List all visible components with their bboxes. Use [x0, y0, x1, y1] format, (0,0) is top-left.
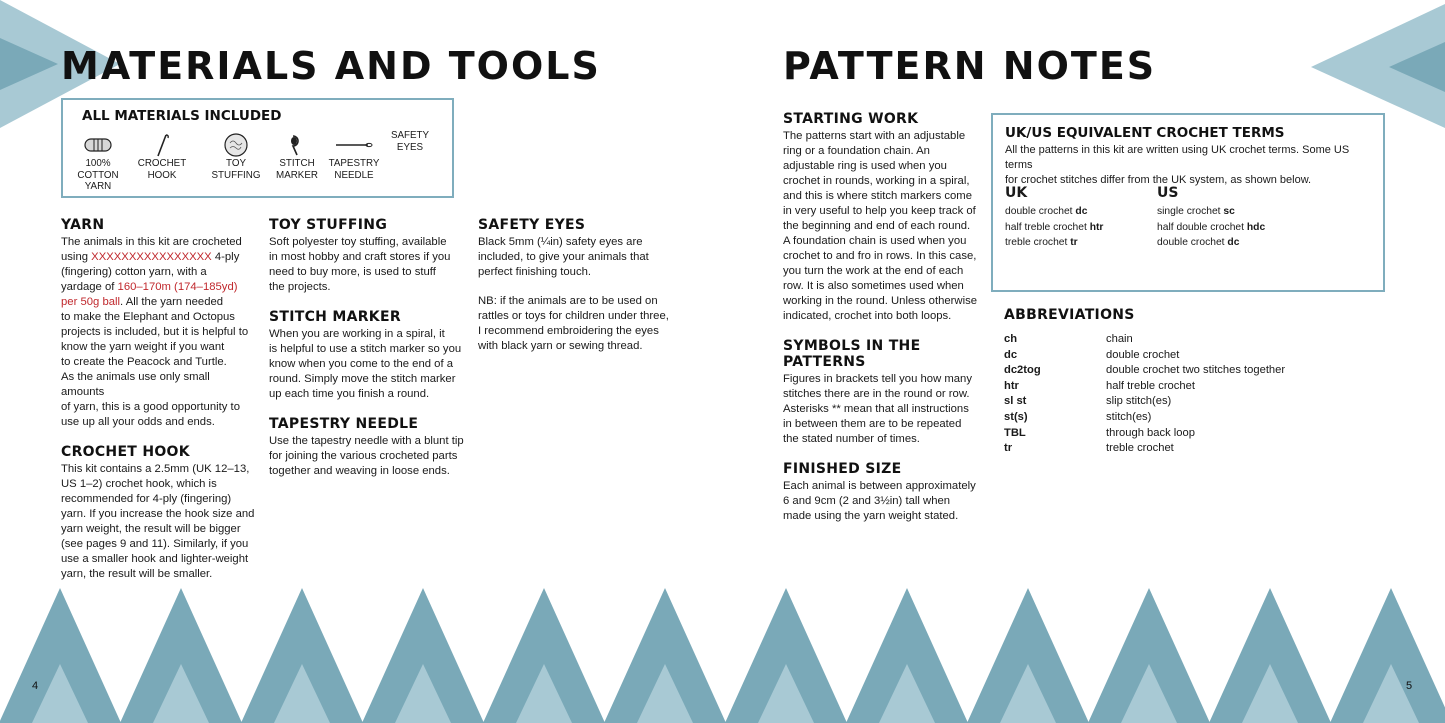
material-label: TAPESTRY NEEDLE: [328, 158, 380, 181]
abbreviations-section: [1004, 307, 1324, 467]
heading-toy-stuffing: TOY STUFFING: [269, 217, 388, 233]
abbreviation-row: ch chain: [1004, 333, 1133, 345]
heading-crochet-hook: CROCHET HOOK: [61, 444, 190, 460]
section-toy-stuffing: [269, 217, 469, 295]
symbols-text: Figures in brackets tell you how many stitches there are in the round or row. Asterisks ** mean that all instructions in between them are to be repeated the stated number of times.: [783, 373, 972, 445]
page-title-pattern-notes: PATTERN NOTES: [783, 44, 1157, 88]
tapestry-needle-icon: [322, 132, 386, 158]
us-heading: US: [1157, 185, 1179, 201]
us-term: single crochet sc: [1157, 206, 1235, 217]
us-term: double crochet dc: [1157, 237, 1240, 248]
column-4: [783, 111, 983, 538]
crochet-hook-text: This kit contains a 2.5mm (UK 12–13, US 1–2) crochet hook, which is recommended for 4-ply (fingering) yarn. If you increase the hook size and yarn weight, the result will be bigger (see pages 9 and 11). Similarly, if you use a smaller hook and lighter-weight yarn, the result will be smaller.: [61, 463, 255, 580]
heading-tapestry-needle: TAPESTRY NEEDLE: [269, 416, 419, 432]
material-label: SAFETY EYES: [390, 130, 430, 153]
tapestry-needle-text: Use the tapestry needle with a blunt tip for joining the various crocheted parts together and weaving in loose ends.: [269, 435, 464, 477]
section-finished-size: [783, 461, 983, 524]
yarn-text: The animals in this kit are crocheted using XXXXXXXXXXXXXXXX 4-ply (fingering) cotton yarn, with a yardage of 160–170m (174–185yd) per 50g ball. All the yarn needed to make the Elephant and Octopus projects is included, but it is helpful to know the yarn weight if you want to create the Peacock and Turtle. As the animals use only small amounts of yarn, this is a good opportunity to use up all your odds and ends.: [61, 236, 249, 428]
material-hook: [130, 132, 194, 181]
material-stuffing: [204, 132, 268, 181]
material-label: STITCH MARKER: [276, 158, 318, 181]
abbreviation-row: st(s) stitch(es): [1004, 411, 1152, 423]
page-title-materials: MATERIALS AND TOOLS: [61, 44, 601, 88]
column-2: [269, 217, 469, 493]
page-number-right: 5: [1406, 680, 1413, 692]
uk-us-terms-box: [991, 113, 1385, 292]
section-starting-work: [783, 111, 983, 324]
starting-work-text: The patterns start with an adjustable ring or a foundation chain. An adjustable ring is used when you crochet in rounds, working in a spiral, and this is where stitch markers come in very useful to help you keep track of the beginning and end of each round. A foundation chain is used when you crochet to and fro in rows. In this case, you turn the work at the end of each row. It is also sometimes used when working in the round. Unless otherwise indicated, crochet into both loops.: [783, 130, 978, 322]
heading-starting-work: STARTING WORK: [783, 111, 919, 127]
materials-box-heading: ALL MATERIALS INCLUDED: [82, 108, 282, 124]
heading-abbreviations: ABBREVIATIONS: [1004, 307, 1135, 323]
material-label: 100% COTTON YARN: [77, 158, 119, 192]
uk-us-intro: All the patterns in this kit are written using UK crochet terms. Some US terms for crochet stitches differ from the UK system, as shown below.: [1005, 144, 1350, 186]
safety-eyes-note: NB: if the animals are to be used on rattles or toys for children under three, I recommend embroidering the eyes with black yarn or sewing thread.: [478, 295, 669, 352]
safety-eyes-text: Black 5mm (¼in) safety eyes are included, to give your animals that perfect finishing touch.: [478, 236, 649, 278]
uk-term: double crochet dc: [1005, 206, 1088, 217]
heading-yarn: YARN: [61, 217, 105, 233]
us-terms-column: [1157, 185, 1265, 251]
abbreviation-row: TBL through back loop: [1004, 426, 1195, 439]
yarn-ball-icon: [66, 132, 130, 158]
heading-finished-size: FINISHED SIZE: [783, 461, 902, 477]
crochet-hook-icon: [130, 132, 194, 158]
section-crochet-hook: [61, 444, 256, 582]
stitch-marker-icon: [265, 132, 329, 158]
abbreviation-row: htr half treble crochet: [1004, 379, 1195, 392]
uk-term: treble crochet tr: [1005, 237, 1078, 248]
section-safety-eyes: [478, 217, 678, 354]
section-symbols: [783, 338, 983, 447]
material-label: TOY STUFFING: [211, 158, 261, 181]
uk-term: half treble crochet htr: [1005, 221, 1104, 233]
column-3: [478, 217, 678, 368]
toy-stuffing-text: Soft polyester toy stuffing, available in most hobby and craft stores if you need to buy more, is used to stuff the projects.: [269, 236, 451, 293]
corner-triangle-top-right: [1305, 0, 1445, 130]
column-1: [61, 217, 256, 596]
page-number-left: 4: [32, 680, 39, 692]
material-eyes: [378, 130, 442, 153]
uk-heading: UK: [1005, 185, 1028, 201]
material-yarn: [66, 132, 130, 193]
heading-symbols: SYMBOLS IN THE PATTERNS: [783, 338, 921, 370]
abbreviation-row: sl st slip stitch(es): [1004, 395, 1172, 408]
material-needle: [322, 132, 386, 181]
material-label: CROCHET HOOK: [137, 158, 187, 181]
finished-size-text: Each animal is between approximately 6 and 9cm (2 and 3½in) tall when made using the yarn weight stated.: [783, 480, 976, 522]
toy-stuffing-icon: [204, 132, 268, 158]
abbreviation-row: dc2tog double crochet two stitches together: [1004, 364, 1286, 377]
abbreviation-row: dc double crochet: [1004, 348, 1180, 361]
section-yarn: [61, 217, 256, 430]
heading-stitch-marker: STITCH MARKER: [269, 309, 401, 325]
uk-terms-column: [1005, 185, 1103, 251]
material-marker: [265, 132, 329, 181]
us-term: half double crochet hdc: [1157, 221, 1266, 233]
section-stitch-marker: [269, 309, 469, 402]
uk-us-heading: UK/US EQUIVALENT CROCHET TERMS: [1005, 125, 1285, 141]
stitch-marker-text: When you are working in a spiral, it is helpful to use a stitch marker so you know when you come to the end of a round. Simply move the stitch marker up each time you finish a round.: [269, 328, 462, 400]
mountain-pattern-band: [0, 580, 1445, 723]
materials-included-box: [61, 98, 454, 198]
abbreviation-row: tr treble crochet: [1004, 442, 1174, 455]
section-tapestry-needle: [269, 416, 469, 479]
heading-safety-eyes: SAFETY EYES: [478, 217, 586, 233]
